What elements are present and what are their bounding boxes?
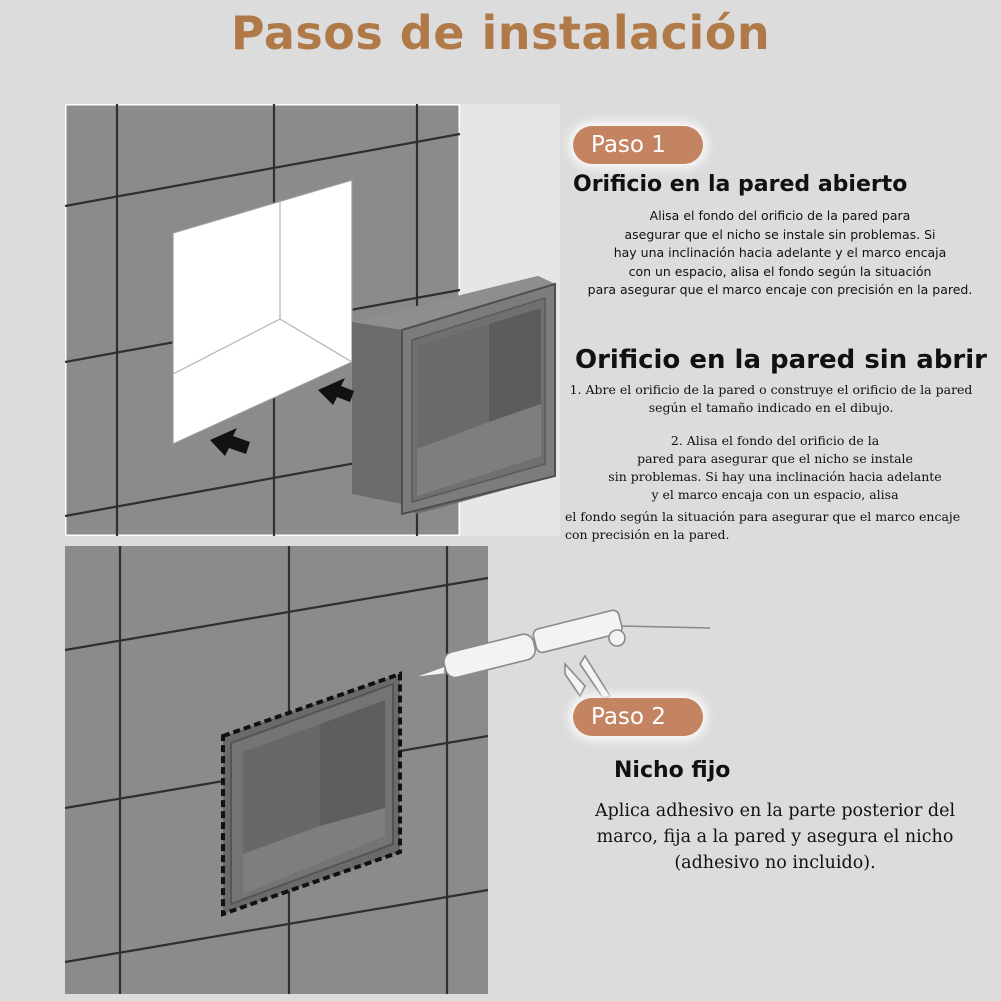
step1-badge (573, 126, 703, 164)
step1-open-text: Alisa el fondo del orificio de la pared para asegurar que el nicho se instale sin problemas. Si hay una inclinación hacia adelante y el marco encaja con un espacio, alisa el fondo según la situación para asegurar que el marco encaje con precisión en la pared. (587, 208, 973, 297)
step1-open-heading: Orificio en la pared abierto (573, 172, 908, 197)
step2-badge-label: Paso 2 (591, 704, 666, 730)
step1-badge-label: Paso 1 (591, 132, 666, 158)
step1-closed-text-1: 1. Abre el orificio de la pared o construye el orificio de la pared según el tamaño indicado en el dibujo. (569, 382, 973, 415)
step1-closed-heading: Orificio en la pared sin abrir (575, 345, 987, 375)
page-title: Pasos de instalación (230, 6, 771, 60)
step2-text: Aplica adhesivo en la parte posterior del marco, fija a la pared y asegura el nicho (adhesivo no incluido). (594, 801, 956, 873)
step1-closed-text-3: el fondo según la situación para asegurar que el marco encaje con precisión en la pared. (565, 509, 961, 542)
step2-badge (573, 698, 703, 736)
open-wall-illustration (65, 104, 560, 536)
step1-closed-text-2: 2. Alisa el fondo del orificio de la pared para asegurar que el nicho se instale sin problemas. Si hay una inclinación hacia adelante y el marco encaja con un espacio, alisa (608, 433, 942, 502)
step2-heading: Nicho fijo (614, 758, 731, 783)
